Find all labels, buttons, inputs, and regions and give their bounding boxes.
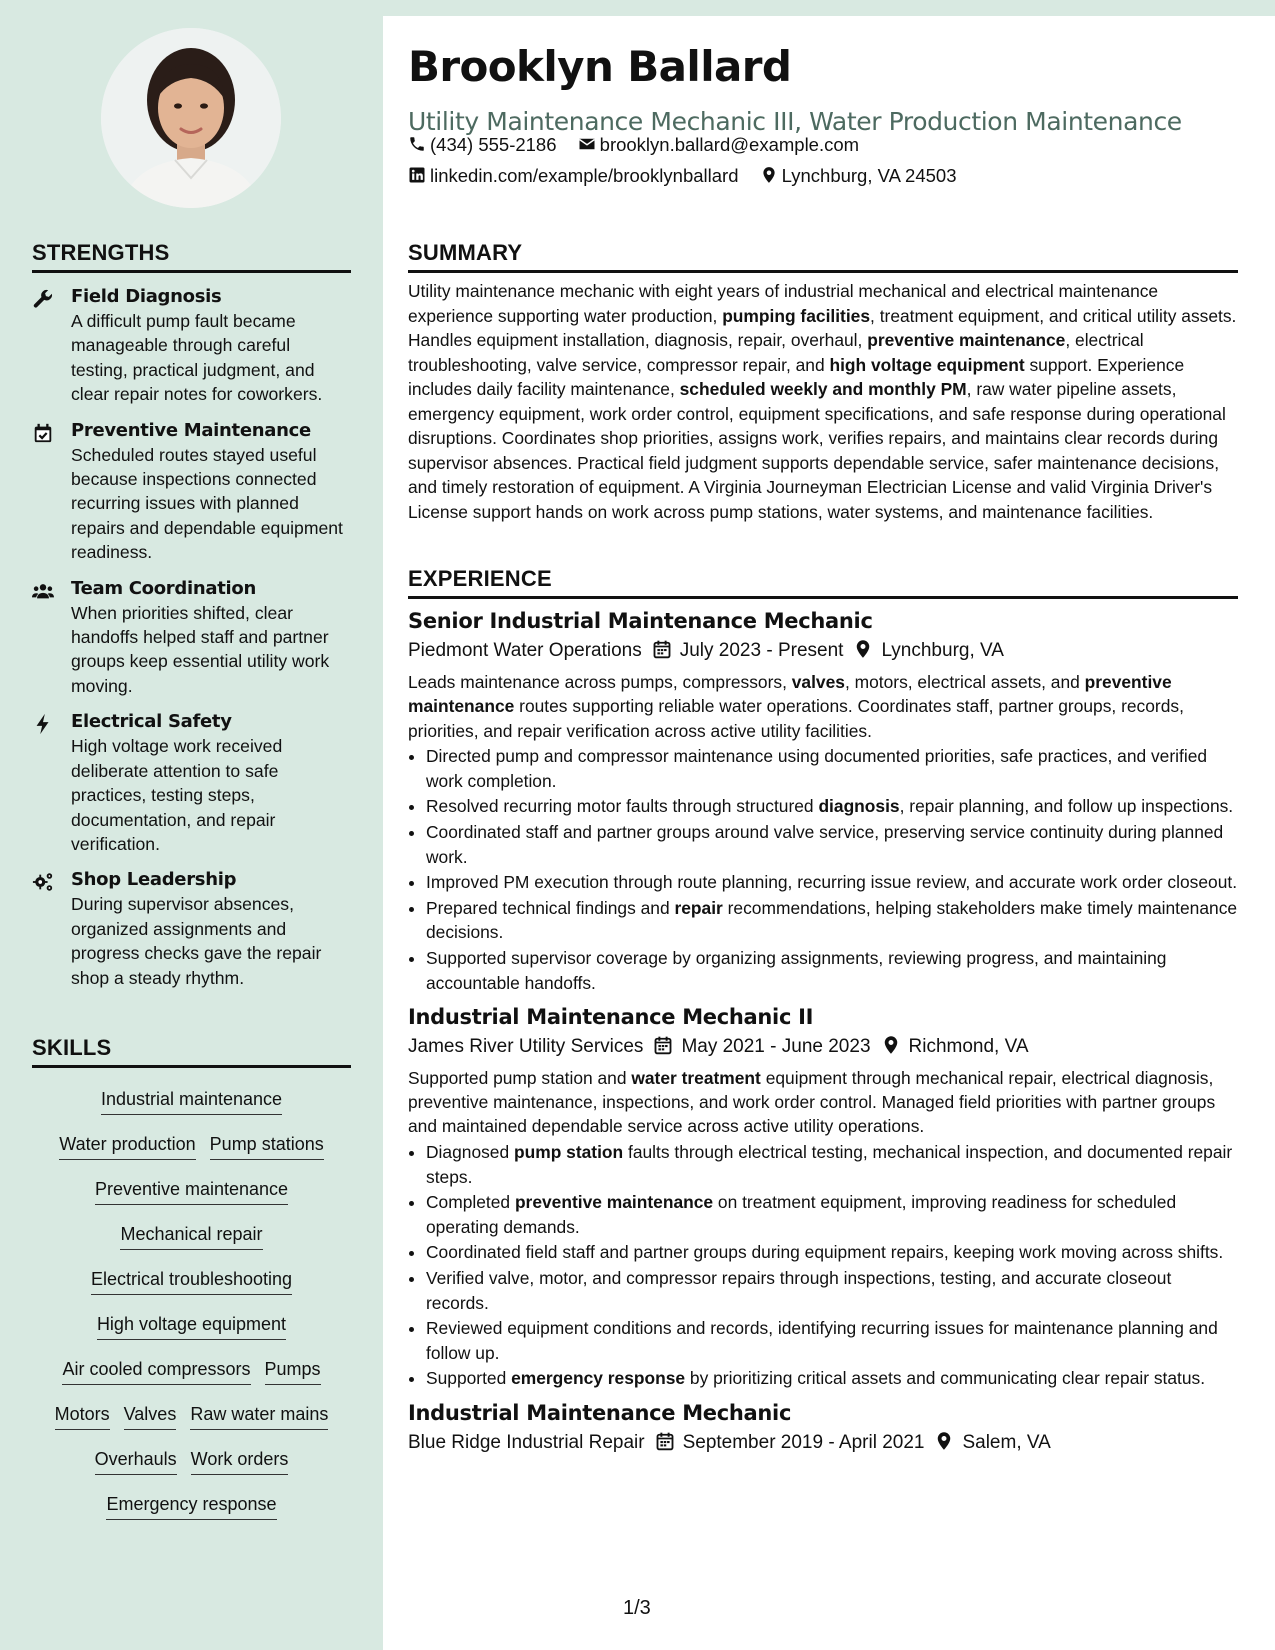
skills-section xyxy=(32,1035,351,1528)
strength-item xyxy=(32,285,351,407)
job-location-item xyxy=(934,1431,1050,1454)
location-item xyxy=(760,165,957,187)
bold-text: water treatment xyxy=(631,1067,761,1088)
text-segment: Completed xyxy=(426,1192,515,1213)
job-location: Richmond, VA xyxy=(908,1035,1029,1057)
bold-text: diagnosis xyxy=(818,796,900,817)
skills-list xyxy=(32,1078,351,1528)
skill-tag: Pumps xyxy=(265,1358,321,1385)
text-segment: Leads maintenance across pumps, compressors, xyxy=(408,672,792,692)
bold-text: pump station xyxy=(513,1142,624,1163)
strengths-list xyxy=(32,285,351,990)
summary-section xyxy=(408,240,1238,524)
text-segment: Coordinated staff and partner groups around valve service, preserving service continuity during planned work. xyxy=(426,822,1224,867)
skill-row xyxy=(32,1258,351,1303)
job-title: Industrial Maintenance Mechanic xyxy=(408,1400,792,1425)
calendar-check-icon xyxy=(32,422,54,444)
job-dates: May 2021 - June 2023 xyxy=(681,1035,871,1057)
skill-row xyxy=(32,1348,351,1393)
skill-row xyxy=(32,1393,351,1438)
text-segment: faults through electrical testing, mechanical inspection, and documented repair steps. xyxy=(426,1142,1233,1187)
experience-heading: EXPERIENCE xyxy=(408,566,1238,599)
job-location: Salem, VA xyxy=(962,1431,1051,1453)
skill-tag: Air cooled compressors xyxy=(62,1358,250,1385)
skill-row xyxy=(32,1168,351,1213)
skill-row xyxy=(32,1303,351,1348)
strength-item xyxy=(32,419,351,565)
job-meta xyxy=(408,1035,1238,1058)
skill-tag: Electrical troubleshooting xyxy=(91,1268,292,1295)
experience-section xyxy=(408,566,1238,1454)
calendar-icon xyxy=(655,1431,675,1451)
text-segment: Prepared technical findings and xyxy=(426,898,675,919)
text-segment: Utility maintenance mechanic with eight years of industrial mechanical and electrical maintenance experience supporting water production, xyxy=(408,281,1159,326)
phone-item xyxy=(408,134,557,156)
bold-text: high voltage equipment xyxy=(829,354,1025,375)
skill-tag: Work orders xyxy=(191,1448,289,1475)
strength-title: Electrical Safety xyxy=(71,711,232,733)
skill-tag: Valves xyxy=(124,1403,177,1430)
skill-row xyxy=(32,1078,351,1123)
map-pin-icon xyxy=(881,1035,901,1055)
skill-row xyxy=(32,1213,351,1258)
skill-tag: Pump stations xyxy=(210,1133,324,1160)
skill-tag: Motors xyxy=(55,1403,110,1430)
strength-item xyxy=(32,710,351,856)
text-segment: , motors, electrical assets, and xyxy=(844,672,1085,692)
strength-item xyxy=(32,577,351,699)
text-segment: Directed pump and compressor maintenance using documented priorities, safe practices, and verified work completion. xyxy=(426,746,1208,791)
bold-text: preventive maintenance xyxy=(514,1192,714,1213)
job-location-item xyxy=(881,1035,1029,1058)
users-icon xyxy=(32,580,54,602)
job-dates: September 2019 - April 2021 xyxy=(682,1431,925,1453)
text-segment: by prioritizing critical assets and communicating clear repair status. xyxy=(685,1368,1206,1389)
bullet-item xyxy=(426,896,1238,945)
text-segment: Supported supervisor coverage by organizing assignments, reviewing progress, and maintaining accountable handoffs. xyxy=(426,948,1167,993)
bullet-item xyxy=(426,946,1238,995)
calendar-icon xyxy=(653,1035,673,1055)
job-meta xyxy=(408,1431,1238,1454)
text-segment: Coordinated field staff and partner groups during equipment repairs, keeping work moving across shifts. xyxy=(426,1242,1224,1263)
candidate-title: Utility Maintenance Mechanic III, Water Production Maintenance xyxy=(408,107,1182,136)
text-segment: equipment through mechanical repair, electrical diagnosis, preventive maintenance, inspections, and work order control. Managed field priorities with partner groups and maintained dependable service across active utility operations. xyxy=(408,1067,1216,1137)
job-company: Piedmont Water Operations xyxy=(408,640,642,661)
text-segment: Supported xyxy=(426,1368,512,1389)
text-segment: , repair planning, and follow up inspections. xyxy=(899,796,1234,817)
job-dates: July 2023 - Present xyxy=(679,640,844,661)
main-content xyxy=(383,16,1275,1650)
bullet-item xyxy=(426,1240,1238,1264)
bullet-item xyxy=(426,744,1238,793)
job-bullets xyxy=(408,744,1238,994)
bullet-item xyxy=(426,1366,1238,1390)
bold-text: pumping facilities xyxy=(722,305,871,326)
envelope-icon xyxy=(578,135,596,153)
text-segment: , treatment equipment, and critical utility assets. Handles equipment installation, diagnosis, repair, overhaul, xyxy=(408,305,1237,350)
candidate-name: Brooklyn Ballard xyxy=(408,42,792,91)
skills-heading: SKILLS xyxy=(32,1035,351,1068)
text-segment: Diagnosed xyxy=(426,1142,514,1163)
text-segment: recommendations, helping stakeholders make timely maintenance decisions. xyxy=(426,898,1238,943)
skill-row xyxy=(32,1438,351,1483)
map-pin-icon xyxy=(760,166,778,184)
strength-title: Field Diagnosis xyxy=(71,286,222,307)
job-dates-item xyxy=(655,1431,925,1454)
strength-description: Scheduled routes stayed useful because inspections connected recurring issues with planned repairs and dependable equipment readiness. xyxy=(71,444,343,563)
location-text: Lynchburg, VA 24503 xyxy=(781,165,957,186)
wrench-icon xyxy=(32,288,54,310)
linkedin-link[interactable]: linkedin.com/example/brooklynballard xyxy=(430,165,739,186)
text-segment: Reviewed equipment conditions and records, identifying recurring issues for maintenance planning and follow up. xyxy=(426,1318,1218,1363)
job-entry xyxy=(408,1005,1238,1391)
text-segment: Resolved recurring motor faults through structured xyxy=(426,796,819,817)
bold-text: scheduled weekly and monthly PM xyxy=(679,379,967,399)
strength-description: When priorities shifted, clear handoffs helped staff and partner groups keep essential utility work moving. xyxy=(71,602,330,696)
skill-tag: Preventive maintenance xyxy=(95,1178,288,1205)
skill-row xyxy=(32,1483,351,1528)
bullet-item xyxy=(426,1140,1238,1189)
skill-tag: High voltage equipment xyxy=(97,1313,286,1340)
profile-photo xyxy=(101,28,281,208)
strengths-section xyxy=(32,240,351,990)
strength-description: High voltage work received deliberate attention to safe practices, testing steps, documentation, and repair verification. xyxy=(71,736,283,854)
contact-line-2 xyxy=(408,165,973,187)
text-segment: Improved PM execution through route planning, recurring issue review, and accurate work order closeout. xyxy=(426,872,1238,893)
strength-title: Shop Leadership xyxy=(71,869,237,891)
bold-text: preventive maintenance xyxy=(867,330,1066,350)
bullet-item xyxy=(426,820,1238,869)
job-entry xyxy=(408,609,1238,995)
strength-description: A difficult pump fault became manageable through careful testing, practical judgment, and clear repair notes for coworkers. xyxy=(71,311,323,405)
bold-text: emergency response xyxy=(511,1368,686,1389)
text-segment: support. Experience includes daily facility maintenance, xyxy=(408,354,1185,399)
email-link[interactable]: brooklyn.ballard@example.com xyxy=(599,134,860,155)
calendar-icon xyxy=(652,639,672,659)
job-company: James River Utility Services xyxy=(408,1035,644,1057)
skill-tag: Raw water mains xyxy=(190,1403,328,1430)
strength-description: During supervisor absences, organized assignments and progress checks gave the repair shop a steady rhythm. xyxy=(71,894,322,988)
bullet-item xyxy=(426,870,1238,894)
text-segment: on treatment equipment, improving readiness for scheduled operating demands. xyxy=(426,1192,1177,1237)
strength-item xyxy=(32,868,351,990)
strength-title: Team Coordination xyxy=(71,577,256,599)
linkedin-item[interactable] xyxy=(408,165,739,187)
strengths-heading: STRENGTHS xyxy=(32,240,351,273)
text-segment: Supported pump station and xyxy=(408,1067,632,1088)
bold-text: repair xyxy=(674,898,723,919)
linkedin-icon xyxy=(408,166,426,184)
text-segment: , electrical troubleshooting, valve service, compressor repair, and xyxy=(408,330,1144,375)
bold-text: preventive maintenance xyxy=(408,672,1172,717)
summary-text xyxy=(408,279,1238,524)
summary-heading: SUMMARY xyxy=(408,240,1238,273)
skill-tag: Mechanical repair xyxy=(120,1223,262,1250)
job-location: Lynchburg, VA xyxy=(881,640,1004,661)
job-company: Blue Ridge Industrial Repair xyxy=(408,1431,645,1453)
sidebar xyxy=(0,0,383,1650)
bullet-item xyxy=(426,1266,1238,1315)
map-pin-icon xyxy=(934,1431,954,1451)
bullet-item xyxy=(426,1190,1238,1239)
phone-icon xyxy=(408,135,426,153)
job-location-item xyxy=(853,639,1004,662)
contact-line-1 xyxy=(408,134,875,156)
text-segment: routes supporting reliable water operations. Coordinates staff, partner groups, records, priorities, and repair verification across active utility facilities. xyxy=(408,696,1184,741)
job-description xyxy=(408,1066,1238,1139)
skill-tag: Overhauls xyxy=(95,1448,177,1475)
job-description xyxy=(408,670,1238,743)
gears-icon xyxy=(32,871,54,893)
text-segment: Verified valve, motor, and compressor repairs through inspections, testing, and accurate closeout records. xyxy=(426,1268,1172,1313)
job-entry xyxy=(408,1401,1238,1454)
skill-tag: Emergency response xyxy=(106,1493,276,1520)
job-bullets xyxy=(408,1140,1238,1390)
skill-tag: Industrial maintenance xyxy=(101,1088,282,1115)
bold-text: valves xyxy=(791,672,845,692)
text-segment: , raw water pipeline assets, emergency equipment, work order control, equipment specifications, and safe response during operational disruptions. Coordinates shop priorities, assigns work, verifies repairs, and maintains clear records during supervisor absences. Practical field judgment supports dependable service, safer maintenance decisions, and timely restoration of equipment. A Virginia Journeyman Electrician License and valid Virginia Driver's License support hands on work across pump stations, water systems, and maintenance facilities. xyxy=(408,379,1226,522)
skill-tag: Water production xyxy=(59,1133,195,1160)
job-dates-item xyxy=(653,1035,870,1058)
job-title: Senior Industrial Maintenance Mechanic xyxy=(408,609,873,633)
page-number: 1/3 xyxy=(623,1597,651,1619)
strength-title: Preventive Maintenance xyxy=(71,419,311,441)
job-dates-item xyxy=(652,639,844,662)
email-item[interactable] xyxy=(578,134,859,156)
job-title: Industrial Maintenance Mechanic II xyxy=(408,1004,814,1029)
phone-text: (434) 555-2186 xyxy=(430,134,557,155)
jobs-list xyxy=(408,609,1238,1454)
map-pin-icon xyxy=(853,639,873,659)
skill-row xyxy=(32,1123,351,1168)
bullet-item xyxy=(426,794,1238,818)
job-meta xyxy=(408,639,1238,662)
bullet-item xyxy=(426,1316,1238,1365)
bolt-icon xyxy=(32,713,54,735)
